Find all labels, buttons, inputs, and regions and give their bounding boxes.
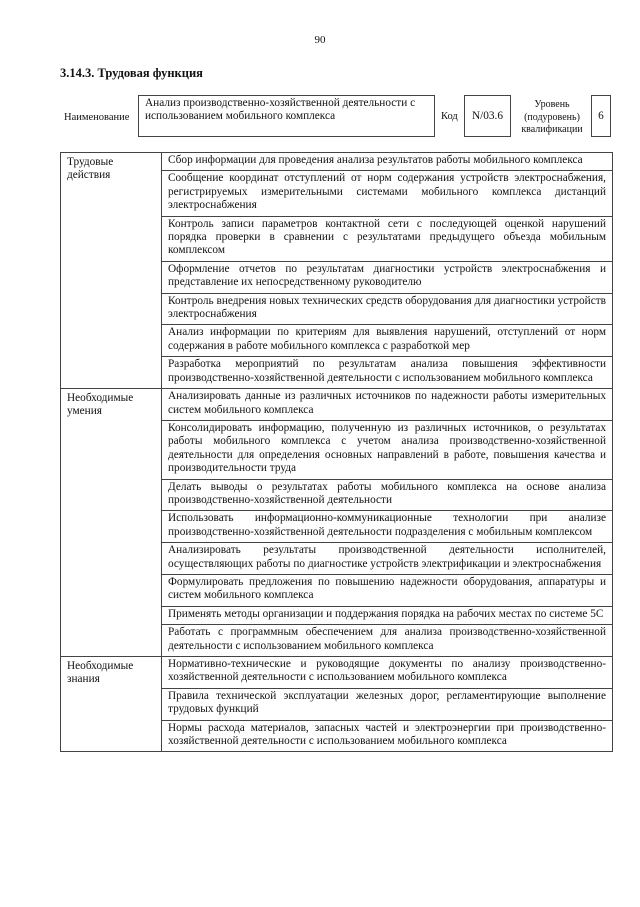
table-cell-item: Анализ информации по критериям для выявления нарушений, отступлений от норм содержания в работе мобильного комплекса с разработкой мер: [162, 325, 613, 357]
table-cell-item: Формулировать предложения по повышению надежности оборудования, аппаратуры и систем мобильного комплекса: [162, 574, 613, 606]
code-box: N/03.6: [464, 95, 511, 137]
function-name-box: Анализ производственно-хозяйственной деятельности с использованием мобильного комплекса: [138, 95, 435, 137]
table-cell-item: Контроль записи параметров контактной сети с последующей оценкой нарушений порядка проверки в сравнении с результатами предыдущего объезда мобильным комплексом: [162, 216, 613, 261]
table-cell-item: Сбор информации для проведения анализа результатов работы мобильного комплекса: [162, 153, 613, 171]
table-cell-item: Контроль внедрения новых технических средств оборудования для диагностики устройств электроснабжения: [162, 293, 613, 325]
table-cell-item: Консолидировать информацию, полученную из различных источников, о результатах работы мобильного комплекса с учетом анализа производственно-хозяйственной деятельности для определения основных направлений в работе, повышения качества и производительности труда: [162, 420, 613, 479]
level-label: Уровень (подуровень) квалификации: [521, 99, 583, 135]
table-cell-item: Нормативно-технические и руководящие документы по анализу производственно-хозяйственной деятельности с использованием мобильного комплекса: [162, 657, 613, 689]
table-cell-item: Оформление отчетов по результатам диагностики устройств электроснабжения и представление их непосредственному руководителю: [162, 261, 613, 293]
level-box: 6: [591, 95, 611, 137]
table-cell-item: Использовать информационно-коммуникационные технологии при анализе производственно-хозяйственной деятельности подразделения с мобильным комплексом: [162, 511, 613, 543]
table-row: [61, 657, 613, 689]
table-cell-item: Разработка мероприятий по результатам анализа повышения эффективности производственно-хозяйственной деятельности с использованием мобильного комплекса: [162, 357, 613, 389]
section-title: 3.14.3. Трудовая функция: [60, 66, 203, 80]
table-row: [61, 389, 613, 421]
table-row: [61, 153, 613, 171]
labor-function-table: [60, 152, 613, 752]
category-label: Необходимые знания: [61, 657, 162, 752]
table-cell-item: Нормы расхода материалов, запасных частей и электроэнергии при производственно-хозяйственной деятельности с использованием мобильного комплекса: [162, 720, 613, 752]
table-cell-item: Работать с программным обеспечением для анализа производственно-хозяйственной деятельности с использованием мобильного комплекса: [162, 625, 613, 657]
table-cell-item: Анализировать данные из различных источников по надежности работы измерительных систем мобильного комплекса: [162, 389, 613, 421]
category-label: Трудовые действия: [61, 153, 162, 389]
name-label: Наименование: [64, 112, 130, 123]
table-cell-item: Делать выводы о результатах работы мобильного комплекса на основе анализа производственно-хозяйственной деятельности: [162, 479, 613, 511]
table-cell-item: Применять методы организации и поддержания порядка на рабочих местах по системе 5С: [162, 606, 613, 624]
category-label: Необходимые умения: [61, 389, 162, 657]
code-label: Код: [441, 111, 458, 122]
table-cell-item: Сообщение координат отступлений от норм содержания устройств электроснабжения, регистрируемых измерительными системами мобильного комплекса дистанций электроснабжения: [162, 171, 613, 216]
table-cell-item: Правила технической эксплуатации железных дорог, регламентирующие выполнение трудовых функций: [162, 688, 613, 720]
table-cell-item: Анализировать результаты производственной деятельности исполнителей, осуществляющих работы по диагностике устройств электрификации и электроснабжения: [162, 543, 613, 575]
page-number: 90: [314, 34, 326, 46]
